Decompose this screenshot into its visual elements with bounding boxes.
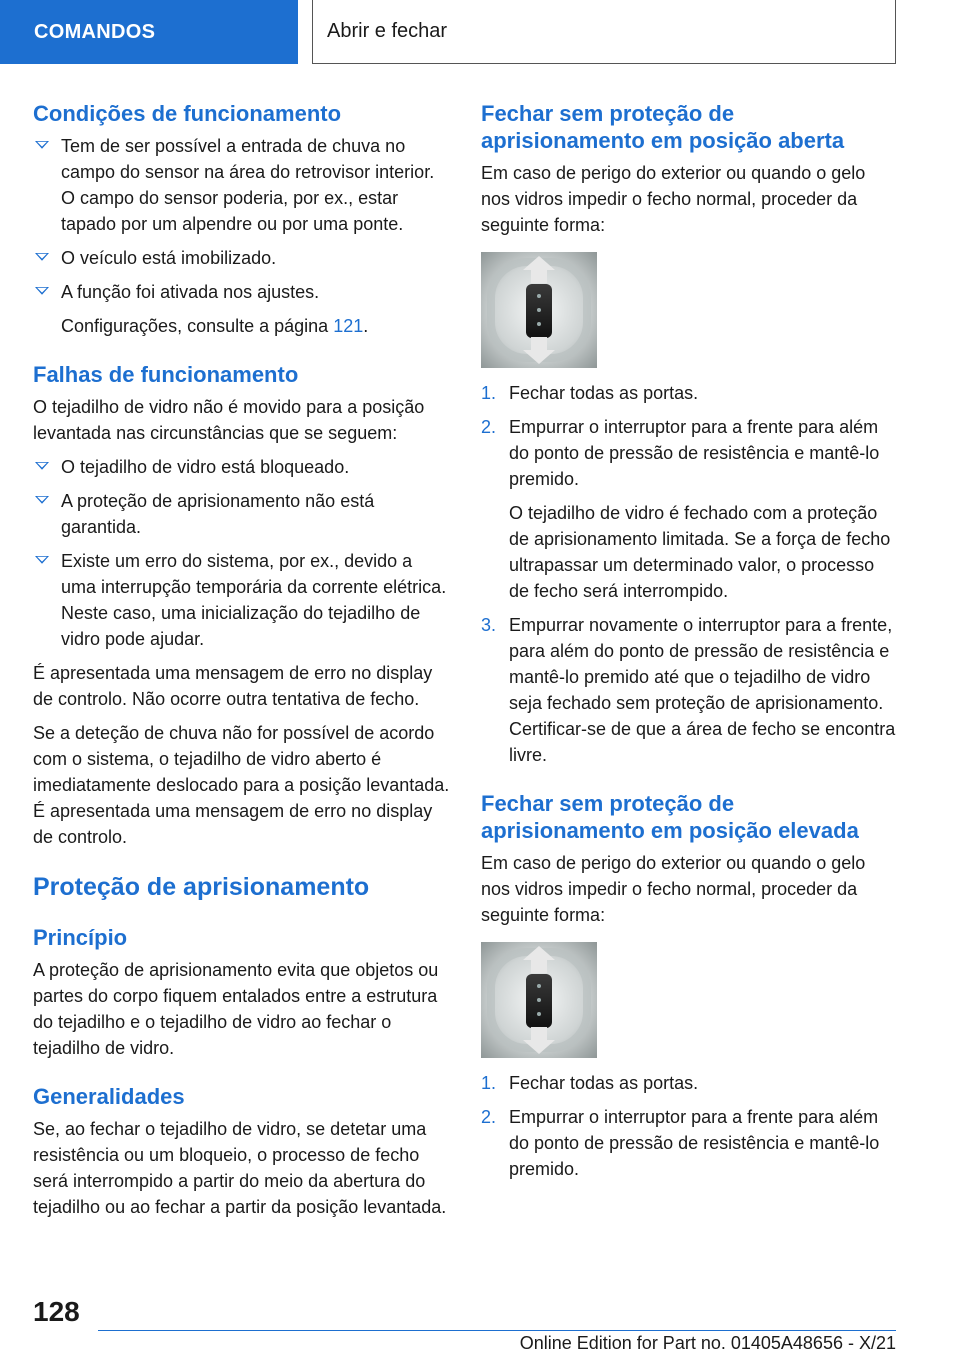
paragraph: Em caso de perigo do exterior ou quando o gelo nos vidros impedir o fecho normal, proceder da seguinte forma:: [481, 163, 866, 235]
arrow-down-icon: [523, 350, 555, 364]
triangle-bullet-icon: [35, 556, 49, 564]
page-number: 128: [33, 1296, 80, 1327]
arrow-down-icon: [523, 1040, 555, 1054]
switch-icon: [526, 284, 552, 338]
list-item: A função foi ativada nos ajustes.: [33, 279, 451, 305]
heading-fechar-aberta: Fechar sem proteção de aprisionamento em posição aberta: [481, 101, 845, 153]
list-item: 1. Fechar todas as portas.: [481, 383, 699, 403]
list-item: 2. Empurrar o interruptor para a frente para além do ponto de pressão de resistência e mantê-lo premido.: [481, 417, 880, 489]
left-column: [33, 100, 451, 1228]
heading-generalidades: Generalidades: [33, 1084, 185, 1109]
chapter-label: COMANDOS: [34, 20, 156, 43]
right-column: [481, 100, 899, 1190]
footer-divider: [98, 1330, 896, 1331]
triangle-bullet-icon: [35, 141, 49, 149]
list-item: 1. Fechar todas as portas.: [481, 1073, 699, 1093]
triangle-bullet-icon: [35, 253, 49, 261]
topic-label: Abrir e fechar: [327, 20, 448, 42]
topic-tab: [312, 0, 896, 64]
list-item: 3. Empurrar novamente o interruptor para a frente, para além do ponto de pressão de resistência e mantê-lo premido até que o tejadilho de vidro seja fechado sem proteção de aprisionamento. Certificar-se de que a área de fecho se encontra livre.: [481, 615, 896, 765]
list-item: 2. Empurrar o interruptor para a frente para além do ponto de pressão de resistência e mantê-lo premido.: [481, 1107, 880, 1179]
paragraph: Em caso de perigo do exterior ou quando o gelo nos vidros impedir o fecho normal, proceder da seguinte forma:: [481, 853, 866, 925]
paragraph: Se, ao fechar o tejadilho de vidro, se detetar uma resistência ou um bloqueio, o processo de fecho será interrompido a partir do meio da abertura do tejadilho ou ao fechar a partir da posição levantada.: [33, 1119, 447, 1217]
list-item: Existe um erro do sistema, por ex., devido a uma interrupção temporária da corrente elétrica. Neste caso, uma inicialização do tejadilho de vidro pode ajudar.: [33, 548, 451, 652]
arrow-up-icon: [523, 946, 555, 960]
page-reference-note: Configurações, consulte a página 121.: [61, 316, 369, 336]
page-link[interactable]: 121: [333, 316, 364, 336]
heading-falhas: Falhas de funcionamento: [33, 362, 299, 387]
roof-switch-image: [481, 942, 597, 1058]
paragraph: O tejadilho de vidro não é movido para a posição levantada nas circunstâncias que se seguem:: [33, 397, 425, 443]
paragraph: Se a deteção de chuva não for possível de acordo com o sistema, o tejadilho de vidro aberto é imediatamente deslocado para a posição levantada. É apresentada uma mensagem de erro no display de controlo.: [33, 723, 450, 847]
roof-switch-image: [481, 252, 597, 368]
list-item: O veículo está imobilizado.: [33, 245, 451, 271]
triangle-bullet-icon: [35, 287, 49, 295]
switch-icon: [526, 974, 552, 1028]
heading-condicoes: Condições de funcionamento: [33, 101, 342, 126]
list-item: A proteção de aprisionamento não está garantida.: [33, 488, 451, 540]
heading-fechar-elevada: Fechar sem proteção de aprisionamento em posição elevada: [481, 791, 859, 843]
list-item: O tejadilho de vidro está bloqueado.: [33, 454, 451, 480]
step-note: O tejadilho de vidro é fechado com a proteção de aprisionamento limitada. Se a força de fecho ultrapassar um determinado valor, o processo de fecho será interrompido.: [509, 503, 891, 601]
heading-principio: Princípio: [33, 925, 128, 950]
edition-footer: Online Edition for Part no. 01405A48656 - X/21: [519, 1333, 896, 1353]
arrow-up-icon: [523, 256, 555, 270]
triangle-bullet-icon: [35, 462, 49, 470]
list-item: Tem de ser possível a entrada de chuva no campo do sensor na área do retrovisor interior. O campo do sensor poderia, por ex., estar tapado por um alpendre ou por uma ponte.: [33, 133, 451, 237]
chapter-tab: [0, 0, 298, 64]
triangle-bullet-icon: [35, 496, 49, 504]
paragraph: A proteção de aprisionamento evita que objetos ou partes do corpo fiquem entalados entre a estrutura do tejadilho e o tejadilho de vidro ao fechar o tejadilho de vidro.: [33, 960, 439, 1058]
heading-protecao: Proteção de aprisionamento: [33, 873, 370, 901]
paragraph: É apresentada uma mensagem de erro no display de controlo. Não ocorre outra tentativa de fecho.: [33, 663, 433, 709]
